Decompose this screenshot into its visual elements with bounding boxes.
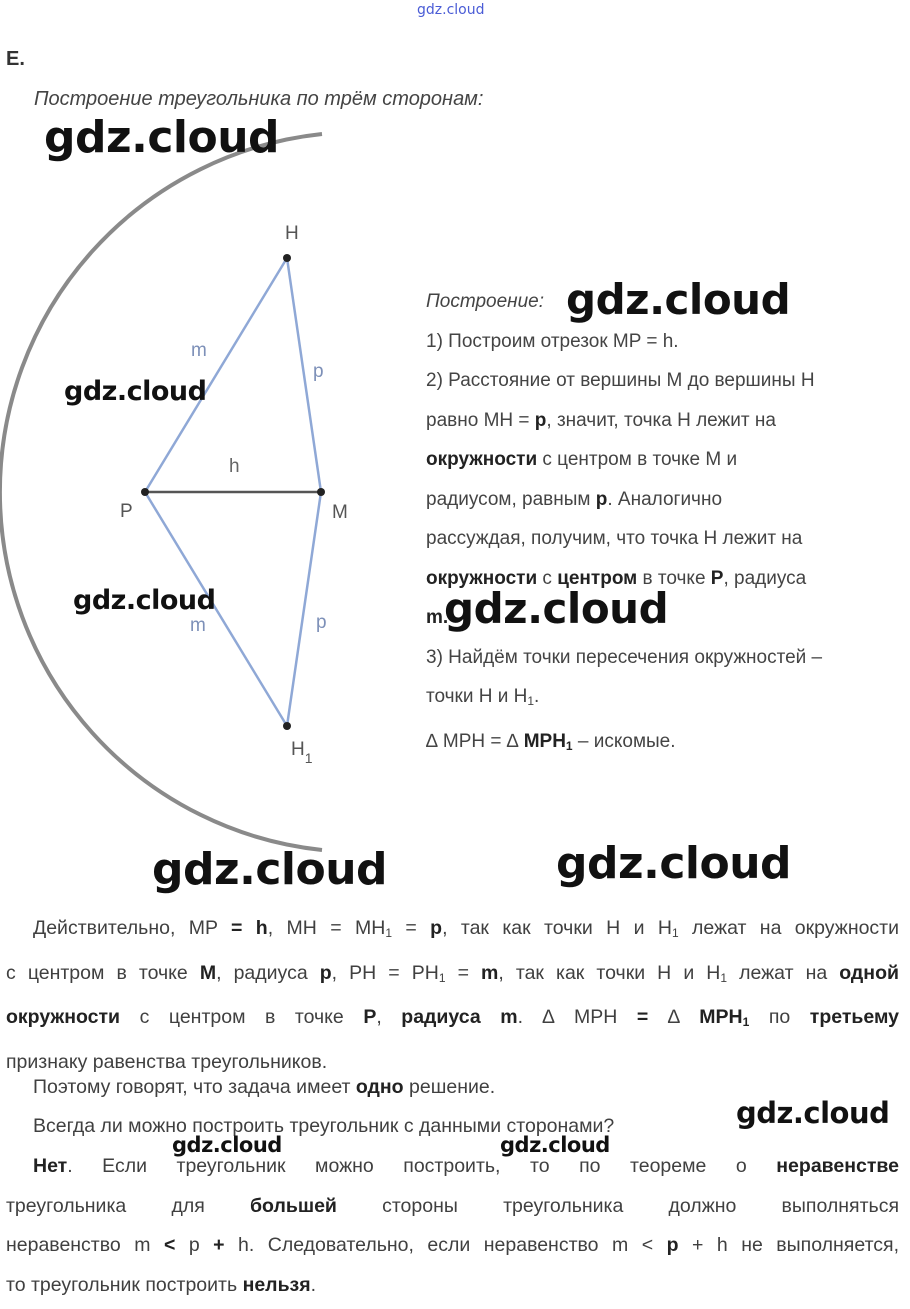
answer-line-4: то треугольник построить нельзя. xyxy=(6,1273,317,1296)
watermark-4: gdz.cloud xyxy=(73,585,216,616)
step-3-line-1: 3) Найдём точки пересечения окружностей – xyxy=(426,646,823,668)
step-2-line-2: равно MH = p, значит, точка H лежит на xyxy=(426,409,776,431)
watermark-10: gdz.cloud xyxy=(500,1133,610,1157)
watermark-5: gdz.cloud xyxy=(444,584,669,633)
proof-line-1: Действительно, MP = h, MH = $MH_1 = p$, так как точки H и $H_1$ лежат на окружности xyxy=(33,917,900,940)
label-side-p-lower: p xyxy=(316,612,327,633)
section-letter: E. xyxy=(6,48,25,70)
label-side-m-upper: m xyxy=(191,340,207,361)
page-title: Построение треугольника по трём сторонам: xyxy=(34,88,484,110)
result-line: ∆ MPH = ∆ $MPH_1$ – искомые. xyxy=(426,730,676,753)
proof-line-4: признаку равенства треугольников. xyxy=(6,1050,328,1073)
label-side-p-upper: p xyxy=(313,361,324,382)
answer-line-3: неравенство m < p + h. Следовательно, если неравенство m < p + h не выполняется, xyxy=(6,1234,900,1256)
step-2-line-4: радиусом, равным p. Аналогично xyxy=(426,488,723,510)
one-solution-line: Поэтому говорят, что задача имеет одно решение. xyxy=(33,1076,496,1098)
step-2-line-3: окружности с центром в точке M и xyxy=(426,449,738,470)
watermark-1: gdz.cloud xyxy=(44,112,280,163)
watermark-9: gdz.cloud xyxy=(172,1133,282,1157)
watermark-2: gdz.cloud xyxy=(566,275,791,324)
construction-heading: Построение: xyxy=(426,291,545,312)
step-1: 1) Построим отрезок MP = h. xyxy=(426,330,679,352)
answer-line-2: треугольника для большей стороны треугольника должно выполняться xyxy=(6,1194,899,1217)
label-p: P xyxy=(120,501,133,522)
watermark-top: gdz.cloud xyxy=(417,2,485,18)
answer-line-1: Нет. Если треугольник можно построить, то по теореме о неравенстве xyxy=(33,1155,899,1177)
step-2-line-5: рассуждая, получим, что точка H лежит на xyxy=(426,528,803,549)
answer-paragraph xyxy=(6,1147,899,1305)
side-pm-upper xyxy=(145,258,287,492)
step-2-line-6: окружности с центром в точке P, радиуса xyxy=(426,567,807,589)
step-3-line-2: точки H и $H_1$. xyxy=(426,686,540,708)
proof-paragraph xyxy=(6,909,899,1082)
watermark-3: gdz.cloud xyxy=(64,376,207,407)
watermark-7: gdz.cloud xyxy=(556,838,792,889)
point-m xyxy=(317,488,325,496)
construction-steps xyxy=(426,282,904,766)
watermark-8: gdz.cloud xyxy=(736,1096,890,1130)
question-line: Всегда ли можно построить треугольник с данными сторонами? xyxy=(33,1115,615,1137)
step-2-line-1: 2) Расстояние от вершины M до вершины H xyxy=(426,370,815,391)
label-side-m-lower: m xyxy=(190,615,206,636)
point-p xyxy=(141,488,149,496)
label-side-h: h xyxy=(229,456,240,477)
label-m: M xyxy=(332,502,348,523)
proof-line-3: окружности с центром в точке P, радиуса m. ∆ MPH = ∆ $MPH_1$ по третьему xyxy=(6,1006,899,1029)
label-h: H xyxy=(285,223,299,244)
point-h xyxy=(283,254,291,262)
step-2-line-7: m. xyxy=(426,607,449,628)
side-mh-lower xyxy=(287,492,321,726)
proof-line-2: с центром в точке M, радиуса p, PH = $PH_1 = m$, так как точки H и $H_1$ лежат на одной xyxy=(6,961,899,985)
label-h1: $H_1$ xyxy=(291,739,313,766)
point-h1 xyxy=(283,722,291,730)
watermark-6: gdz.cloud xyxy=(152,844,388,895)
